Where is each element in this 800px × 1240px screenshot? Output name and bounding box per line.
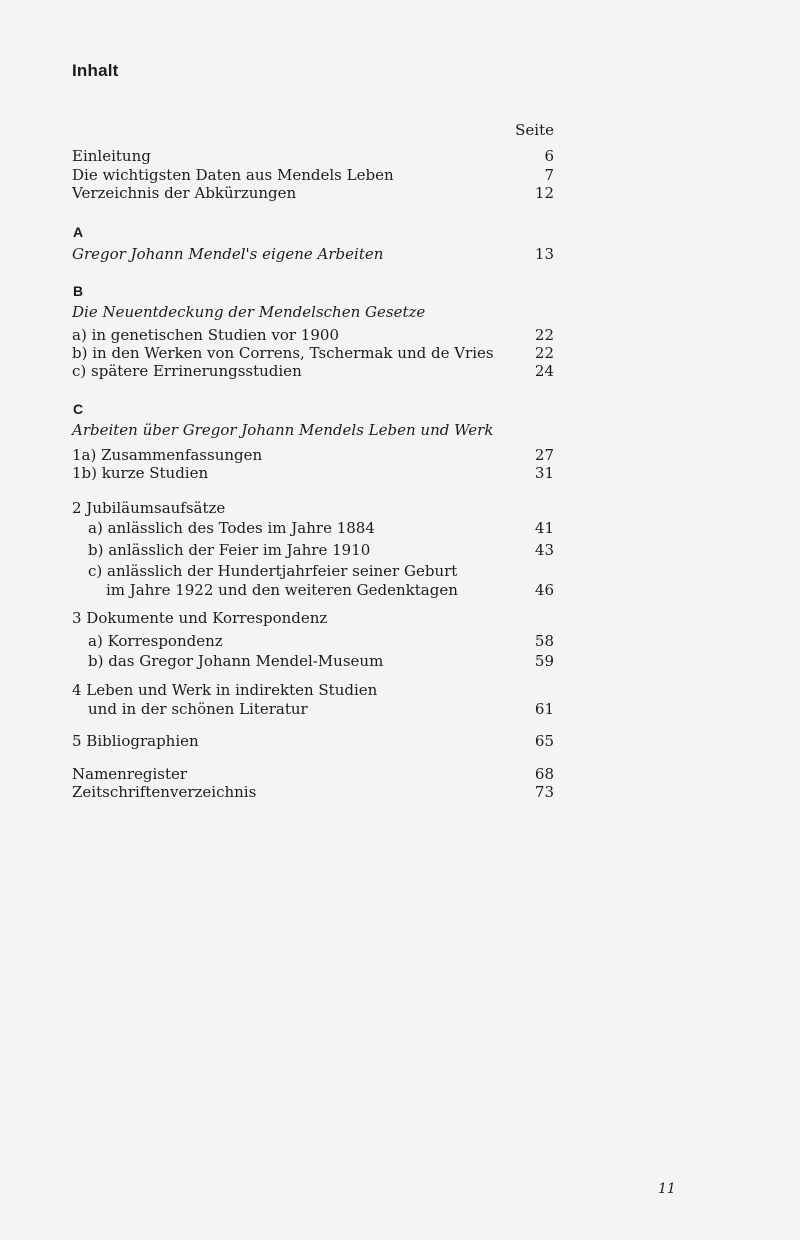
toc-entry-page: 65 <box>534 732 554 750</box>
toc-entry-page: 59 <box>534 652 554 670</box>
section-a-entry <box>72 244 554 264</box>
toc-entry <box>72 445 554 465</box>
toc-entry-title: b) in den Werken von Correns, Tschermak und de Vries <box>72 344 494 362</box>
toc-entry-page: 27 <box>534 446 554 464</box>
toc-entry-page: 46 <box>534 581 554 599</box>
page-column-label: Seite <box>515 121 554 139</box>
toc-entry <box>72 631 554 651</box>
toc-entry <box>72 731 554 751</box>
toc-entry-title: 1a) Zusammenfassungen <box>72 446 263 464</box>
toc-entry-page: 12 <box>534 184 554 202</box>
toc-group-heading <box>72 680 554 700</box>
section-b-title: Die Neuentdeckung der Mendelschen Gesetze <box>72 303 426 321</box>
section-a-title: Gregor Johann Mendel's eigene Arbeiten <box>72 245 384 263</box>
toc-entry-continued <box>72 580 554 600</box>
toc-group-heading <box>72 608 554 628</box>
toc-entry-title: Die wichtigsten Daten aus Mendels Leben <box>72 166 394 184</box>
toc-entry-title: a) Korrespondenz <box>88 632 223 650</box>
toc-entry-page: 43 <box>534 541 554 559</box>
toc-entry-title: Zeitschriftenverzeichnis <box>72 783 257 801</box>
toc-entry-daten <box>72 165 554 185</box>
section-c-letter: C <box>73 401 84 417</box>
toc-entry-title: c) anlässlich der Hundertjahrfeier seiner Geburt <box>88 562 458 580</box>
toc-entry <box>72 361 554 381</box>
toc-entry-page: 31 <box>534 464 554 482</box>
toc-entry-title: b) das Gregor Johann Mendel-Museum <box>88 652 384 670</box>
section-c-title: Arbeiten über Gregor Johann Mendels Leben und Werk <box>72 421 494 439</box>
toc-entry-page: 61 <box>534 700 554 718</box>
toc-group-title: 3 Dokumente und Korrespondenz <box>72 609 328 627</box>
toc-entry-page: 58 <box>534 632 554 650</box>
toc-entry-page: 22 <box>534 344 554 362</box>
toc-entry <box>72 343 554 363</box>
page-heading: Inhalt <box>72 61 119 80</box>
section-a-letter: A <box>73 224 84 240</box>
toc-entry-page: 6 <box>544 147 554 165</box>
toc-entry-title: Verzeichnis der Abkürzungen <box>72 184 297 202</box>
toc-entry <box>72 518 554 538</box>
toc-entry <box>72 325 554 345</box>
toc-entry-page: 24 <box>534 362 554 380</box>
toc-group-title: 2 Jubiläumsaufsätze <box>72 499 226 517</box>
toc-entry-namenregister <box>72 764 554 784</box>
toc-entry-abkuerzungen <box>72 183 554 203</box>
toc-entry-zeitschriften <box>72 782 554 802</box>
page-number: 11 <box>658 1181 676 1197</box>
toc-entry-title: b) anlässlich der Feier im Jahre 1910 <box>88 541 371 559</box>
toc-entry-title: a) anlässlich des Todes im Jahre 1884 <box>88 519 375 537</box>
toc-entry <box>72 540 554 560</box>
toc-entry-title: 1b) kurze Studien <box>72 464 209 482</box>
toc-entry-einleitung <box>72 146 554 166</box>
toc-entry-title: c) spätere Errinerungsstudien <box>72 362 302 380</box>
toc-group-title: 4 Leben und Werk in indirekten Studien <box>72 681 378 699</box>
section-a-page: 13 <box>534 245 554 263</box>
toc-entry <box>72 699 554 719</box>
toc-entry-page: 41 <box>534 519 554 537</box>
toc-entry-title: Einleitung <box>72 147 151 165</box>
toc-entry <box>72 651 554 671</box>
toc-entry-title: 5 Bibliographien <box>72 732 199 750</box>
toc-entry-page: 22 <box>534 326 554 344</box>
section-b-letter: B <box>73 283 84 299</box>
toc-group-heading <box>72 498 554 518</box>
toc-entry <box>72 463 554 483</box>
toc-entry-page: 7 <box>544 166 554 184</box>
toc-entry <box>72 561 554 581</box>
toc-entry-title: Namenregister <box>72 765 188 783</box>
toc-entry-title: und in der schönen Literatur <box>88 700 308 718</box>
toc-entry-page: 73 <box>534 783 554 801</box>
toc-entry-title: a) in genetischen Studien vor 1900 <box>72 326 339 344</box>
toc-entry-title: im Jahre 1922 und den weiteren Gedenktagen <box>106 581 458 599</box>
toc-entry-page: 68 <box>534 765 554 783</box>
